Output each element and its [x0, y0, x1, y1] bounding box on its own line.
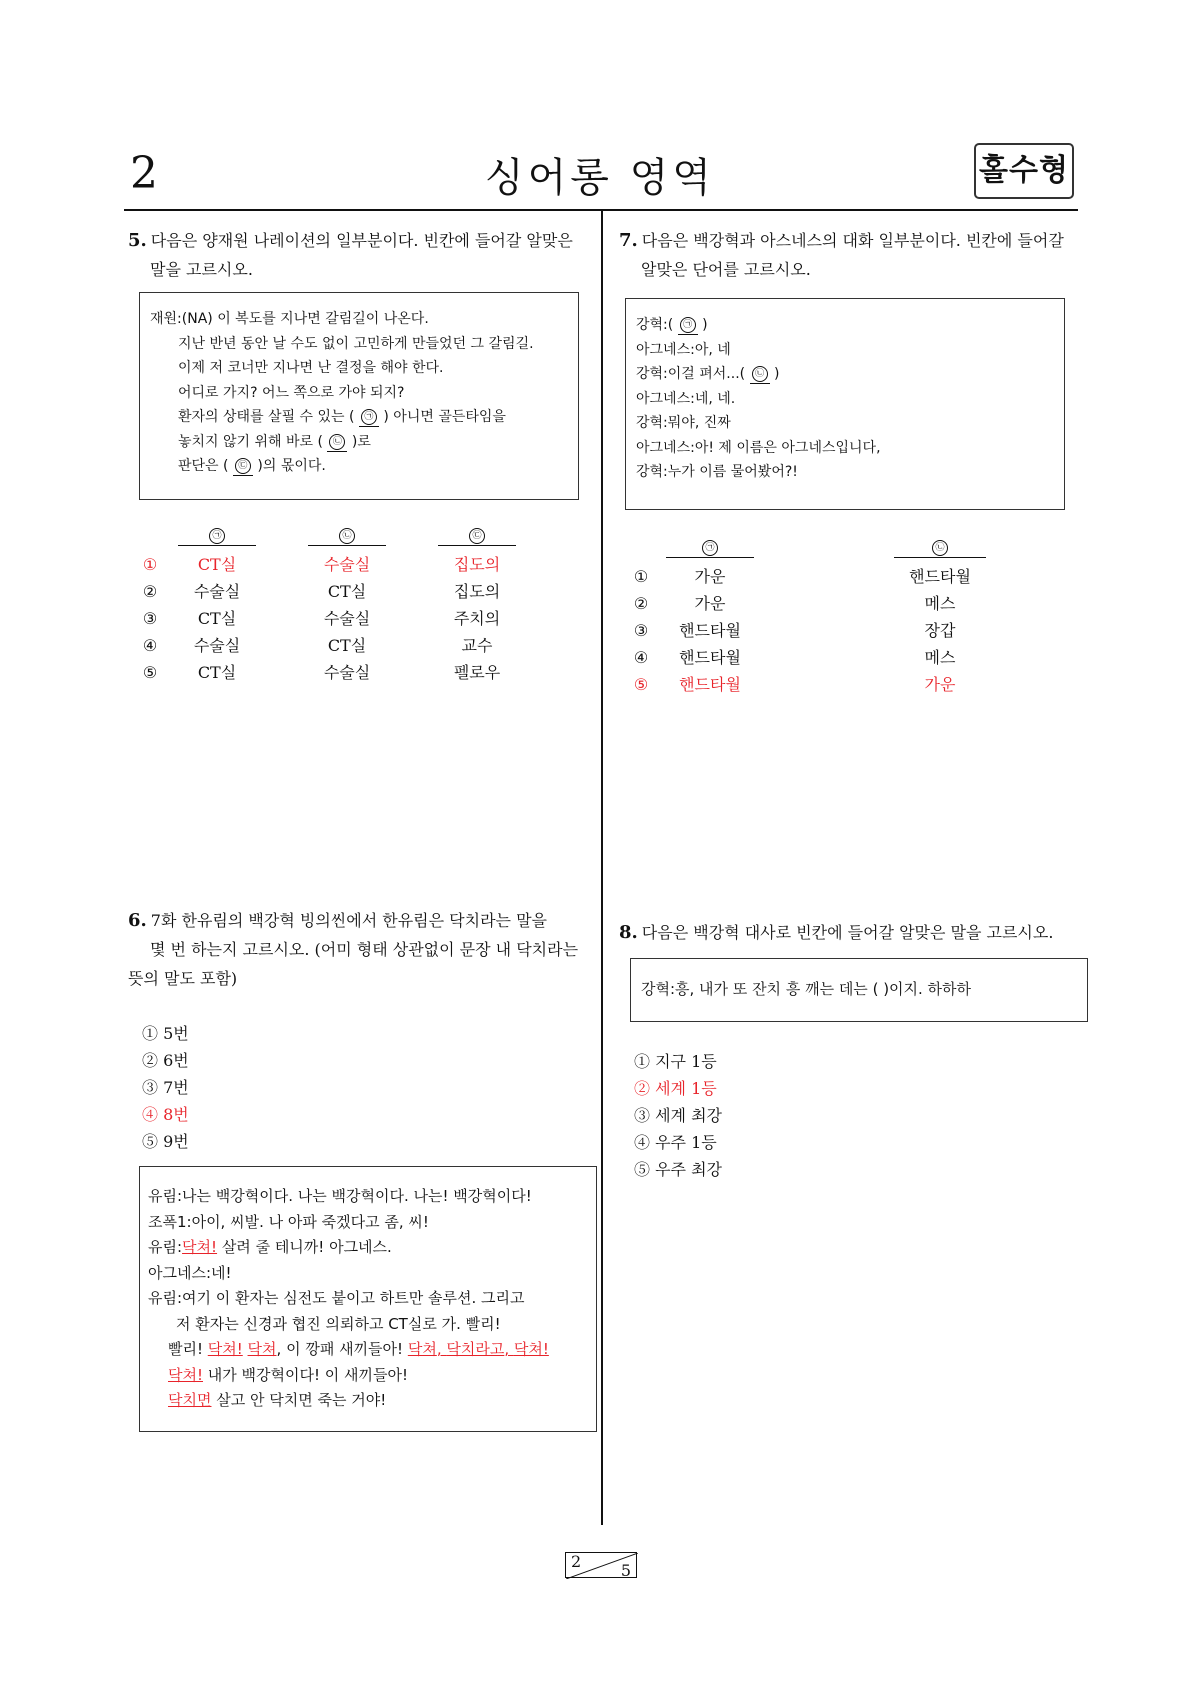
- question-text: 알맞은 단어를 고르시오.: [641, 260, 811, 279]
- passage-line: 재원:(NA) 이 복도를 지나면 갈림길이 나온다.: [150, 311, 429, 327]
- question-text: 다음은 백강혁 대사로 빈칸에 들어갈 알맞은 말을 고르시오.: [641, 923, 1054, 942]
- passage-line: 아그네스:아! 제 이름은 아그네스입니다,: [636, 439, 881, 456]
- question-text: 다음은 양재원 나레이션의 일부분이다. 빈칸에 들어갈 알맞은: [150, 231, 573, 250]
- passage-line: 아그네스:아, 네: [636, 341, 731, 358]
- blank-marker: ㉢: [235, 458, 251, 474]
- passage-line: 어디로 가지? 어느 쪽으로 가야 되지?: [178, 384, 405, 401]
- column-divider: [601, 210, 603, 1525]
- choice-row[interactable]: ④ 수술실 CT실 교수: [142, 636, 493, 655]
- choice-row[interactable]: ④ 핸드타월 메스: [633, 648, 956, 667]
- passage-line: 유림:닥쳐! 살려 줄 테니까! 아그네스.: [148, 1238, 392, 1256]
- passage-line: 조폭1:아이, 씨발. 나 아파 죽겠다고 좀, 씨!: [148, 1212, 429, 1231]
- blank: [678, 316, 698, 335]
- choice-row[interactable]: ② 수술실 CT실 집도의: [142, 582, 501, 601]
- passage-box: [139, 1166, 597, 1432]
- question-5: [128, 226, 598, 284]
- passage-line: 이제 저 코너만 지나면 난 결정을 해야 한다.: [178, 360, 444, 376]
- passage-line: 유림:여기 이 환자는 심전도 붙이고 하트만 솔루션. 그리고: [148, 1289, 525, 1307]
- column-header: ㉢: [438, 525, 516, 546]
- question-6: [128, 906, 598, 993]
- question-number: 7.: [619, 230, 638, 251]
- answer-choices: [142, 1020, 189, 1155]
- choice-row[interactable]: ③ CT실 수술실 주치의: [142, 609, 501, 628]
- passage-line: 강혁:이걸 펴서...( ㉡ ): [636, 366, 780, 382]
- blank-marker: ㉠: [680, 317, 696, 333]
- passage-line: 환자의 상태를 살필 수 있는 ( ㉠ ) 아니면 골든타임을: [178, 409, 506, 425]
- passage-box: [630, 958, 1088, 1022]
- question-number: 8.: [619, 922, 638, 943]
- choice-item[interactable]: ① 5번: [142, 1024, 189, 1043]
- passage-line: 빨리! 닥쳐! 닥쳐, 이 깡패 새끼들아! 닥쳐, 닥치라고, 닥쳐!: [168, 1340, 549, 1358]
- question-text: 다음은 백강혁과 아스네스의 대화 일부분이다. 빈칸에 들어갈: [641, 231, 1064, 250]
- passage-line: 유림:나는 백강혁이다. 나는 백강혁이다. 나는! 백강혁이다!: [148, 1187, 532, 1205]
- column-header: ㉡: [894, 537, 986, 558]
- passage-box: [139, 292, 579, 500]
- page-number: 2: [130, 148, 158, 199]
- choice-row[interactable]: ③ 핸드타월 장갑: [633, 621, 956, 640]
- blank: [750, 365, 770, 384]
- blank-marker: ㉠: [361, 409, 377, 425]
- current-page: 2: [571, 1552, 582, 1571]
- passage-line: 놓치지 않기 위해 바로 ( ㉡ )로: [178, 433, 371, 450]
- blank: [327, 433, 347, 452]
- passage-line: 아그네스:네, 네.: [636, 390, 736, 407]
- answer-choices: [130, 525, 580, 685]
- answer-choices: [626, 537, 1076, 697]
- answer-choices: [634, 1048, 722, 1183]
- column-header: ㉡: [308, 525, 386, 546]
- choice-item[interactable]: ④ 8번: [142, 1105, 189, 1124]
- blank-marker: ㉡: [752, 366, 768, 382]
- column-header: ㉠: [666, 537, 754, 558]
- column-header: ㉠: [178, 525, 256, 546]
- question-8: [619, 918, 1099, 947]
- question-number: 5.: [128, 230, 147, 251]
- choice-item[interactable]: ② 6번: [142, 1051, 189, 1070]
- form-type-badge: 홀수형: [974, 143, 1074, 199]
- choice-item[interactable]: ⑤ 우주 최강: [634, 1160, 722, 1179]
- blank: [233, 457, 253, 476]
- blank-marker: ㉡: [329, 434, 345, 450]
- question-7: [619, 226, 1089, 284]
- total-pages: 5: [620, 1561, 631, 1580]
- question-number: 6.: [128, 910, 147, 931]
- choice-item[interactable]: ② 세계 1등: [634, 1079, 717, 1098]
- question-text: 7화 한유림의 백강혁 빙의씬에서 한유림은 닥치라는 말을: [150, 911, 547, 930]
- choice-item[interactable]: ⑤ 9번: [142, 1132, 189, 1151]
- question-text: 몇 번 하는지 고르시오. (어미 형태 상관없이 문장 내 닥치라는: [150, 940, 579, 959]
- question-text: 말을 고르시오.: [150, 260, 253, 279]
- passage-line: 저 환자는 신경과 협진 의뢰하고 CT실로 가. 빨리!: [176, 1314, 501, 1333]
- page-indicator: [565, 1552, 637, 1578]
- choice-row[interactable]: ① 가운 핸드타월: [633, 567, 971, 586]
- question-text: 뜻의 말도 포함): [128, 969, 238, 988]
- passage-line: 강혁:( ㉠ ): [636, 317, 708, 333]
- passage-line: 아그네스:네!: [148, 1263, 232, 1282]
- blank: [359, 408, 379, 427]
- passage-line: 강혁:뭐야, 진짜: [636, 415, 731, 431]
- choice-item[interactable]: ① 지구 1등: [634, 1052, 717, 1071]
- passage-box: [625, 298, 1065, 510]
- choice-row[interactable]: ① CT실 수술실 집도의: [142, 555, 501, 574]
- choice-item[interactable]: ③ 7번: [142, 1078, 189, 1097]
- choice-row[interactable]: ② 가운 메스: [633, 594, 956, 613]
- passage-line: 판단은 ( ㉢ )의 몫이다.: [178, 458, 326, 474]
- passage-line: 지난 반년 동안 날 수도 없이 고민하게 만들었던 그 갈림길.: [178, 335, 534, 352]
- choice-row[interactable]: ⑤ CT실 수술실 펠로우: [142, 663, 501, 682]
- passage-line: 닥치면 살고 안 닥치면 죽는 거야!: [168, 1391, 387, 1409]
- passage-line: 닥쳐! 내가 백강혁이다! 이 새끼들아!: [168, 1365, 408, 1384]
- section-title: 싱어롱 영역: [485, 155, 715, 201]
- choice-item[interactable]: ③ 세계 최강: [634, 1106, 722, 1125]
- passage-line: 강혁:누가 이름 물어봤어?!: [636, 464, 798, 480]
- choice-row[interactable]: ⑤ 핸드타월 가운: [633, 675, 956, 694]
- choice-item[interactable]: ④ 우주 1등: [634, 1133, 717, 1152]
- passage-line: 강혁:흥, 내가 또 잔치 흥 깨는 데는 ( )이지. 하하하: [641, 980, 972, 998]
